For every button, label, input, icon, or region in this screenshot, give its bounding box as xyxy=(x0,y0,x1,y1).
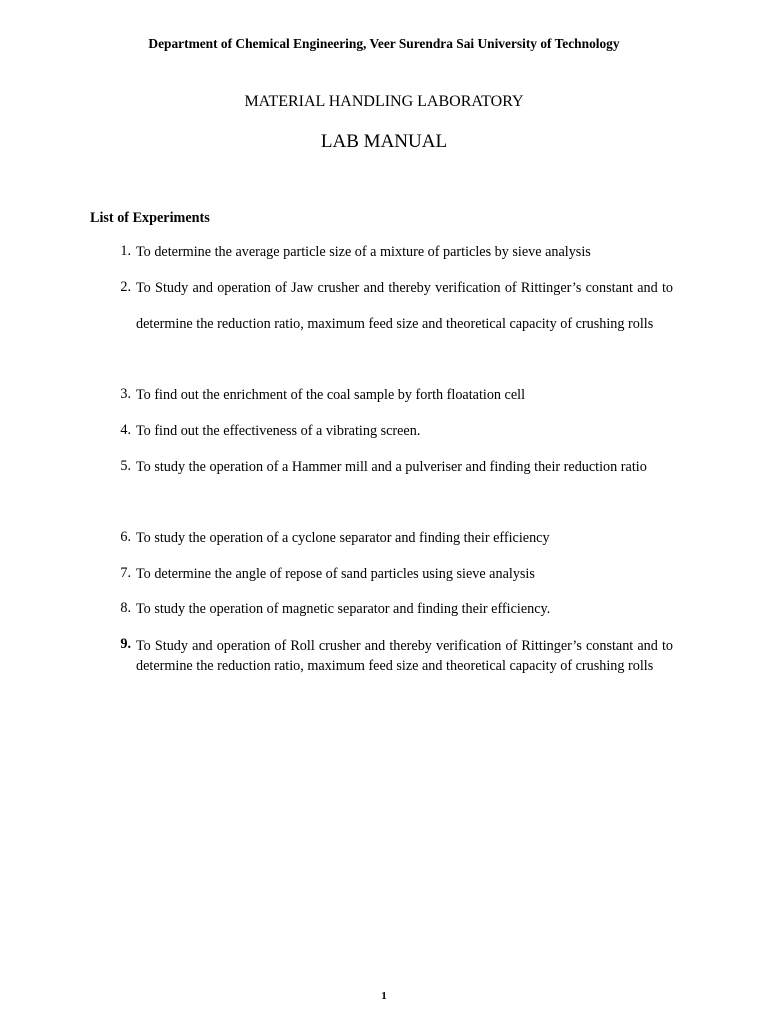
list-item-number: 1. xyxy=(120,243,131,259)
experiments-heading: List of Experiments xyxy=(90,210,210,226)
list-item-text: To find out the enrichment of the coal sample by forth floatation cell xyxy=(136,387,526,403)
list-item-text: To study the operation of magnetic separator and finding their efficiency. xyxy=(136,601,551,617)
page-number: 1 xyxy=(381,990,387,1002)
list-item-text: To determine the average particle size of a mixture of particles by sieve analysis xyxy=(136,244,591,260)
list-item-number: 9. xyxy=(120,636,131,652)
list-item-number: 6. xyxy=(120,529,131,545)
department-header: Department of Chemical Engineering, Veer Surendra Sai University of Technology xyxy=(148,36,620,51)
list-item-text: To study the operation of a Hammer mill and a pulveriser and finding their reduction ratio xyxy=(136,459,647,475)
list-item-number: 7. xyxy=(120,565,131,581)
list-item-number: 4. xyxy=(120,422,131,438)
list-item-text: To study the operation of a cyclone separator and finding their efficiency xyxy=(136,530,550,546)
list-item-text: To Study and operation of Jaw crusher and thereby verification of Rittinger’s constant and to determine the reduction ratio, maximum feed size and theoretical capacity of crushing rolls xyxy=(136,280,673,332)
list-item-text: To determine the angle of repose of sand particles using sieve analysis xyxy=(136,566,535,582)
lab-title: MATERIAL HANDLING LABORATORY xyxy=(244,93,524,110)
list-item-number: 5. xyxy=(120,458,131,474)
list-item-number: 3. xyxy=(120,386,131,402)
list-item-text: To find out the effectiveness of a vibrating screen. xyxy=(136,423,421,439)
list-item-text: To Study and operation of Roll crusher and thereby verification of Rittinger’s constant and to determine the reduction ratio, maximum feed size and theoretical capacity of crushing rolls xyxy=(136,638,673,674)
lab-manual-title: LAB MANUAL xyxy=(320,131,448,152)
list-item-number: 8. xyxy=(120,600,131,616)
list-item-number: 2. xyxy=(120,279,131,295)
